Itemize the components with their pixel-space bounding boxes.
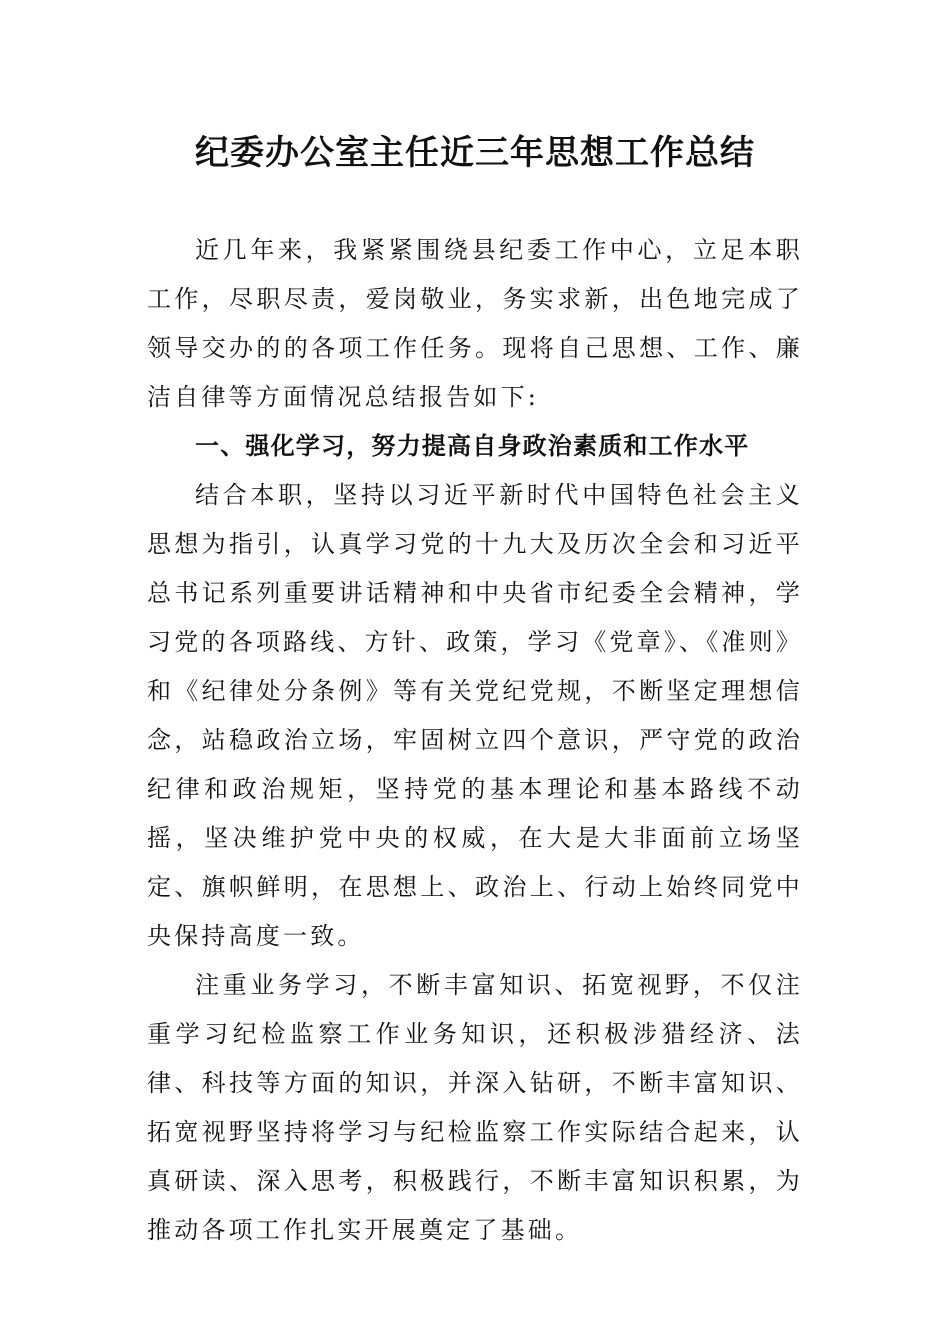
- section-heading-1: 一、强化学习，努力提高自身政治素质和工作水平: [195, 432, 750, 460]
- document-body: [147, 226, 803, 1255]
- study-paragraph: 结合本职，坚持以习近平新时代中国特色社会主义思想为指引，认真学习党的十九大及历次全会和习近平总书记系列重要讲话精神和中央省市纪委全会精神，学习党的各项路线、方针、政策，学习《党章》、《准则》和《纪律处分条例》等有关党纪党规，不断坚定理想信念，站稳政治立场，牢固树立四个意识，严守党的政治纪律和政治规矩，坚持党的基本理论和基本路线不动摇，坚决维护党中央的权威，在大是大非面前立场坚定、旗帜鲜明，在思想上、政治上、行动上始终同党中央保持高度一致。: [147, 481, 803, 950]
- business-study-paragraph: 注重业务学习，不断丰富知识、拓宽视野，不仅注重学习纪检监察工作业务知识，还积极涉猎经济、法律、科技等方面的知识，并深入钻研，不断丰富知识、拓宽视野坚持将学习与纪检监察工作实际结合起来，认真研读、深入思考，积极践行，不断丰富知识积累，为推动各项工作扎实开展奠定了基础。: [147, 971, 803, 1244]
- document-title: 纪委办公室主任近三年思想工作总结: [195, 133, 755, 173]
- intro-paragraph: 近几年来，我紧紧围绕县纪委工作中心，立足本职工作，尽职尽责，爱岗敬业，务实求新，出色地完成了领导交办的的各项工作任务。现将自己思想、工作、廉洁自律等方面情况总结报告如下:: [147, 236, 803, 411]
